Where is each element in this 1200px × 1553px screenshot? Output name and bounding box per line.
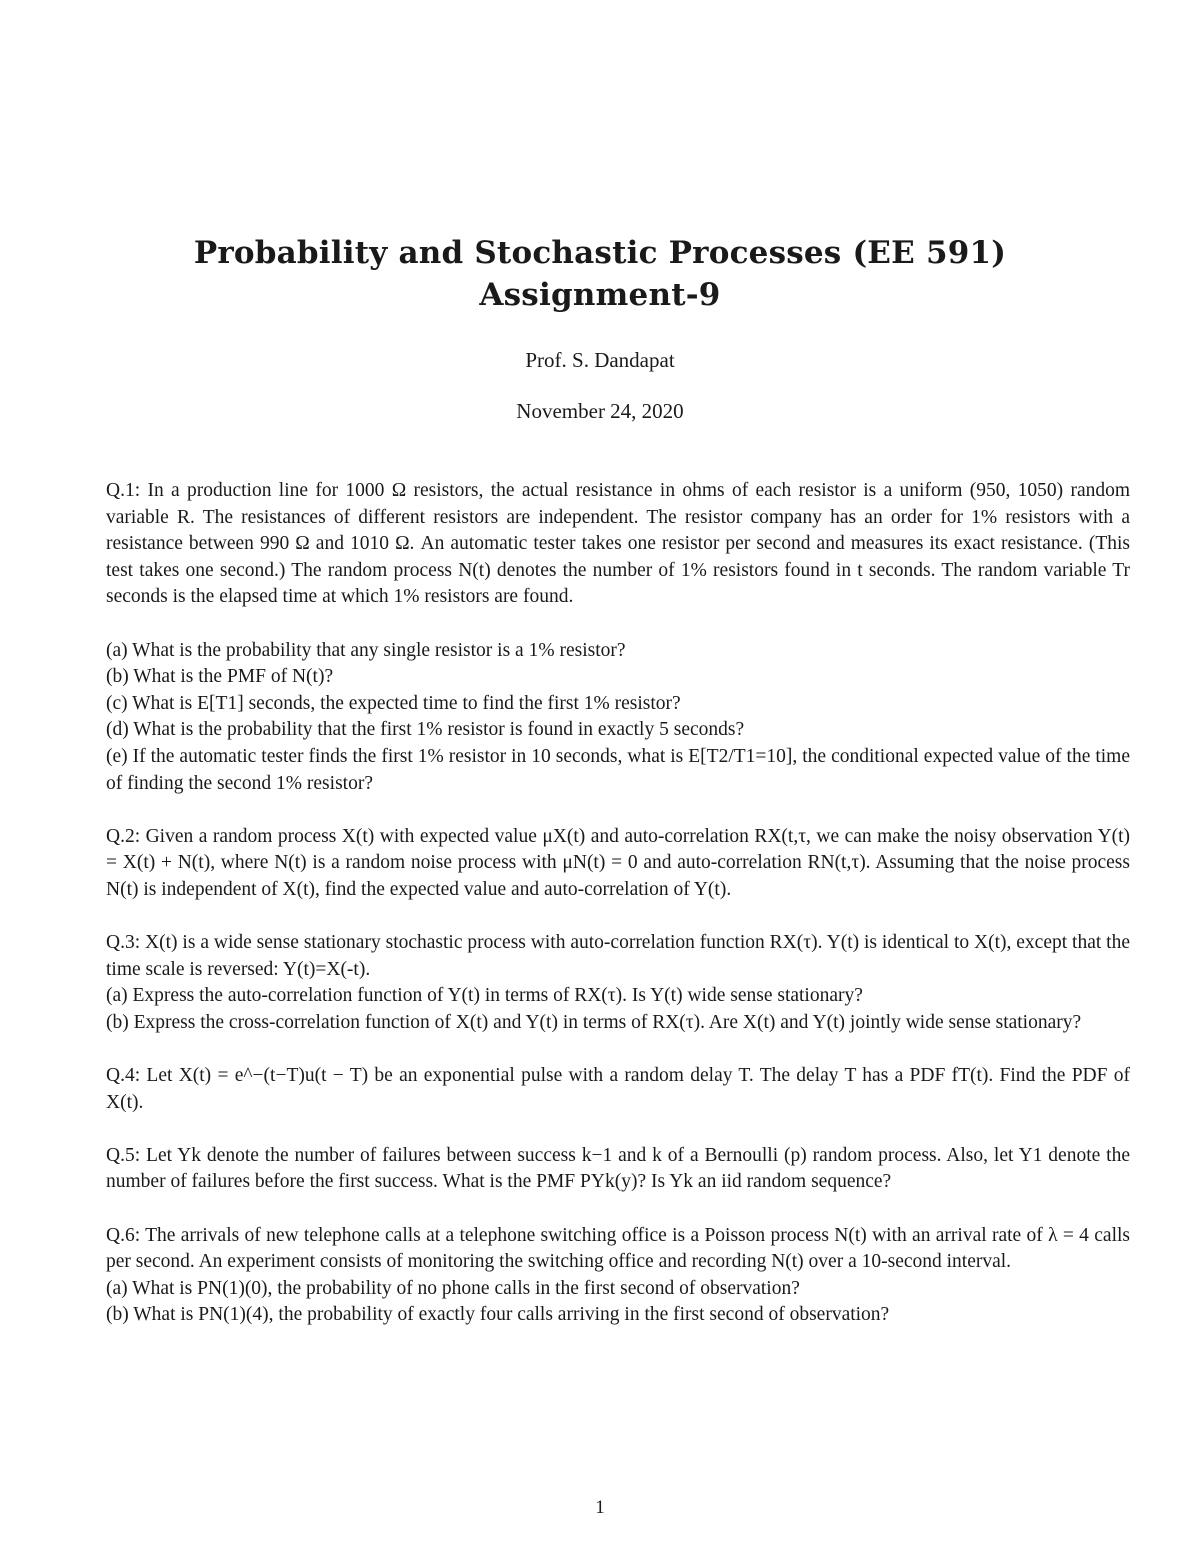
assignment-title: Assignment-9 bbox=[479, 277, 721, 313]
question-5 bbox=[106, 1143, 1130, 1196]
author: Prof. S. Dandapat bbox=[525, 348, 675, 372]
document-title: Probability and Stochastic Processes (EE 591) bbox=[193, 235, 1007, 271]
question-label: Q.2: bbox=[106, 825, 141, 847]
question-1 bbox=[106, 478, 1130, 611]
question-text: Let Yk denote the number of failures between success k−1 and k of a Bernoulli (p) random process. Also, let Y1 denote the number of failures before the first success. What is the PMF PYk(y)? Is Yk an iid random sequence? bbox=[106, 1144, 1131, 1193]
page-number: 1 bbox=[595, 1497, 605, 1518]
question-label: Q.4: bbox=[106, 1065, 141, 1087]
question-part: (a) What is the probability that any single resistor is a 1% resistor? bbox=[106, 639, 626, 661]
question-text: The arrivals of new telephone calls at a telephone switching office is a Poisson process N(t) with an arrival rate of λ = 4 calls per second. An experiment consists of monitoring the switching office and recording N(t) over a 10-second interval. bbox=[106, 1224, 1130, 1273]
questions-body bbox=[106, 478, 1130, 1356]
question-part: (b) What is the PMF of N(t)? bbox=[106, 666, 334, 688]
question-part: (b) Express the cross-correlation function of X(t) and Y(t) in terms of RX(τ). Are X(t) and Y(t) jointly wide sense stationary? bbox=[106, 1011, 1082, 1033]
question-1-parts bbox=[106, 638, 1130, 798]
question-2 bbox=[106, 824, 1130, 904]
question-part: (a) What is PN(1)(0), the probability of no phone calls in the first second of observation? bbox=[106, 1277, 800, 1299]
question-label: Q.1: bbox=[106, 480, 141, 501]
question-3 bbox=[106, 930, 1130, 1036]
question-text: In a production line for 1000 Ω resistors, the actual resistance in ohms of each resistor is a uniform (950, 1050) random variable R. The resistances of different resistors are independent. The resistor company has an order for 1% resistors with a resistance between 990 Ω and 1010 Ω. An automatic tester takes one resistor per second and measures its exact resistance. (This test takes one second.) The random process N(t) denotes the number of 1% resistors found in t seconds. The random variable Tr seconds is the elapsed time at which 1% resistors are found. bbox=[106, 480, 1131, 608]
date: November 24, 2020 bbox=[516, 399, 684, 423]
title-block bbox=[0, 232, 1200, 424]
question-part: (a) Express the auto-correlation function of Y(t) in terms of RX(τ). Is Y(t) wide sense stationary? bbox=[106, 985, 863, 1007]
question-part: (e) If the automatic tester finds the first 1% resistor in 10 seconds, what is E[T2/T1=10], the conditional expected value of the time of finding the second 1% resistor? bbox=[106, 745, 1130, 794]
question-text: Given a random process X(t) with expected value μX(t) and auto-correlation RX(t,τ, we can make the noisy observation Y(t) = X(t) + N(t), where N(t) is a random noise process with μN(t) = 0 and auto-correlation RN(t,τ). Assuming that the noise process N(t) is independent of X(t), find the expected value and auto-correlation of Y(t). bbox=[106, 825, 1130, 900]
question-part: (d) What is the probability that the first 1% resistor is found in exactly 5 seconds? bbox=[106, 719, 745, 741]
question-label: Q.5: bbox=[106, 1144, 141, 1166]
question-text: X(t) is a wide sense stationary stochastic process with auto-correlation function RX(τ). Y(t) is identical to X(t), except that the time scale is reversed: Y(t)=X(-t). bbox=[106, 932, 1131, 980]
question-6 bbox=[106, 1223, 1130, 1329]
question-part: (b) What is PN(1)(4), the probability of exactly four calls arriving in the first second of observation? bbox=[106, 1304, 890, 1326]
question-text: Let X(t) = e^−(t−T)u(t − T) be an exponential pulse with a random delay T. The delay T has a PDF fT(t). Find the PDF of X(t). bbox=[106, 1065, 1131, 1113]
question-part: (c) What is E[T1] seconds, the expected time to find the first 1% resistor? bbox=[106, 692, 681, 714]
question-4 bbox=[106, 1063, 1130, 1116]
question-label: Q.6: bbox=[106, 1224, 141, 1246]
question-label: Q.3: bbox=[106, 932, 141, 954]
